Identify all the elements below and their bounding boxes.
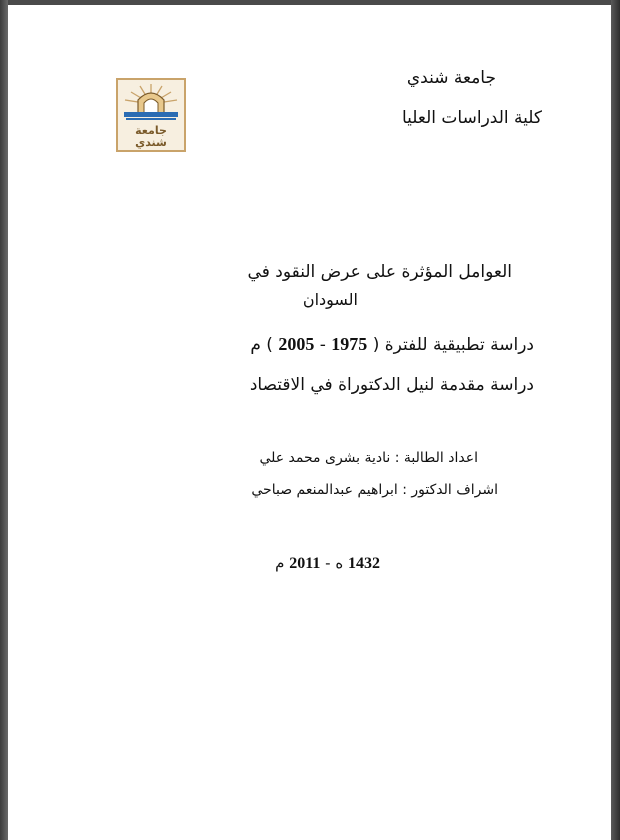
logo-text-line2: شندي <box>135 136 167 149</box>
year-from: 1975 <box>331 334 368 354</box>
study-period-prefix: دراسة تطبيقية للفترة ( <box>372 335 534 355</box>
thesis-title-line2: السودان <box>302 290 358 309</box>
viewer-frame-right <box>611 0 620 840</box>
document-page <box>8 5 611 840</box>
gregorian-year: 2011 <box>289 555 321 572</box>
viewer-frame-left <box>0 0 8 840</box>
college-name: كلية الدراسات العليا <box>401 108 542 128</box>
university-logo <box>116 78 186 152</box>
study-period-suffix: ) م <box>250 335 273 355</box>
degree-statement: دراسة مقدمة لنيل الدكتوراة في الاقتصاد <box>249 375 534 395</box>
student-credit: اعداد الطالبة : نادية بشرى محمد علي <box>259 450 478 466</box>
hijri-unit: ه <box>335 554 344 572</box>
period-dash: - <box>319 335 326 355</box>
thesis-title-line1: العوامل المؤثرة على عرض النقود في <box>247 262 512 282</box>
logo-text-line1: جامعة <box>135 124 167 137</box>
study-period-line <box>250 334 534 355</box>
year-to: 2005 <box>278 334 315 354</box>
date-line <box>275 554 380 573</box>
university-name: جامعة شندي <box>406 68 496 88</box>
gregorian-unit: م <box>275 554 285 572</box>
hijri-year: 1432 <box>348 555 380 572</box>
date-dash: - <box>325 554 331 572</box>
supervisor-credit: اشراف الدكتور : ابراهيم عبدالمنعم صباحي <box>251 482 498 498</box>
